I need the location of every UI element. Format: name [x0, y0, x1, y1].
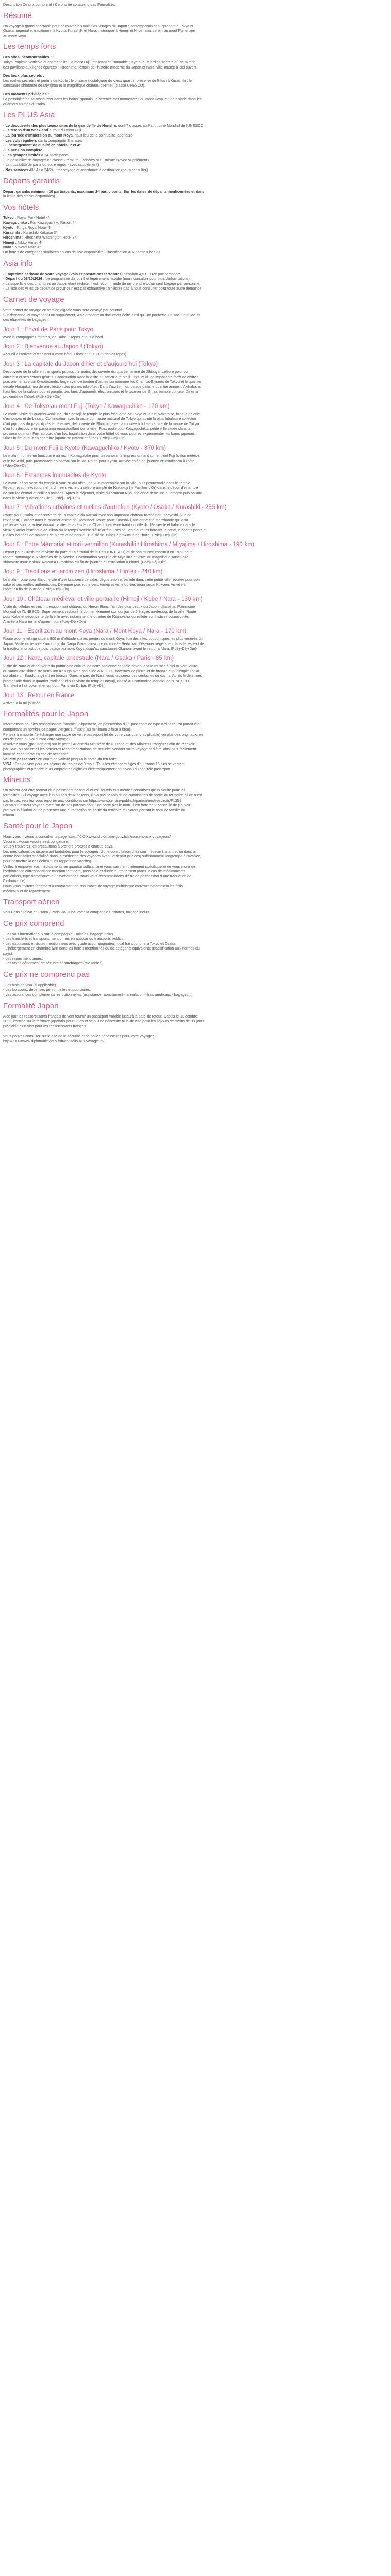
day-line: Le matin, montée en funiculaire au mont Komagatake pour un panorama impressionnant sur le mont Fuji (selon météo), [3, 453, 200, 459]
day-description [3, 513, 388, 537]
day-line: proximité de l'hôtel. (Pdéj+Déj+Dîn) [3, 394, 62, 399]
plus-asia-item: - L'hébergement de qualité en hôtels 3* et 4* [3, 143, 81, 148]
day-line: Mondial de l'UNESCO. Superbement restauré, il donne fièrement son donjon de 5 étages au-dessus de la ville. Route [3, 609, 197, 614]
day-line: (Pdéj+Déj+Dîn) [3, 463, 29, 468]
sante-line: pour permettre la cas échéant les rappels de vaccins). [3, 858, 92, 863]
header-text: Description Ce prix comprend / Ce prix ne comprend pas Formalités [3, 2, 115, 7]
mineurs-line: Lorsqu'un mineur voyage avec l'un de ses parents dont il ne porte pas le nom, il est fortement conseillé de pouvoir [3, 803, 191, 808]
temps-forts-line: La possibilité de se ressourcer dans les bains japonais, la sérénité des monastères du mont Koya et une balade dans les [3, 96, 202, 101]
hotel-item: Kurashiki : Kurashiki Kokusai 3* [3, 230, 58, 235]
day-line: saké et ses ruelles authentiques. Déjeuner puis route vers Himeji et visite du très beau jardin Kokoen. Arrivée à [3, 582, 186, 587]
passport-validity: Validité passeport : en cours de validité jusqu'à la sortie du territoire. [3, 756, 118, 761]
day-line: l'extérieur). Balade dans le quartier animé de Dotonbori. Route pour Kurashiki, ancienne cité marchande qui a su [3, 517, 188, 522]
day-description [3, 369, 388, 399]
resume-line: Un voyage à grand spectacle pour découvrir les multiples visages du Japon : contemporain et surprenant à Tokyo et [3, 23, 194, 28]
day-title: Jour 9 : Traditions et jardin zen (Hiroshima / Himeji - 240 km) [3, 568, 163, 575]
formalites-text [3, 722, 388, 771]
temps-forts-block [3, 73, 388, 88]
plus-asia-item: - Le découverte des plus beaux sites de la grande île de Honshu, dont 7 classés au Patrimoine Mondial de l'UNESCO [3, 123, 204, 128]
plus-asia-title: Les PLUS Asia [3, 110, 55, 120]
day-title: Jour 7 : Vibrations urbaines et ruelles d'autrefois (Kyoto / Osaka / Kurashiki - 255 km) [3, 504, 227, 511]
ce-prix-ne-comprend-item: - Les boissons, dépenses personnelles et pourboires. [3, 987, 91, 992]
temps-forts-block [3, 55, 388, 70]
formalites-line: Pensez à emporter/télécharger une copie de votre passeport (et de votre visa quand applicable) en plus des originaux, en [3, 732, 203, 737]
day-title: Jour 13 : Retour en France [3, 692, 74, 699]
ce-prix-ne-comprend-item: - Les assurances complémentaires optionnelles (assistance-rapatriement - annulation - frais médicaux - bagages...) [3, 992, 193, 997]
day-title: Jour 1 : Envol de Paris pour Tokyo [3, 326, 93, 333]
day-line: avec la compagnie Emirates, via Dubaï. Repas et nuit à bord. [3, 334, 104, 340]
day-line: Visite du célèbre et très impressionnant château du Héron Blanc, l'un des plus beaux du Japon, classé au Patrimoine [3, 604, 196, 609]
day-title: Jour 11 : Esprit zen au mont Koya (Nara / Mont Koya / Nara - 170 km) [3, 628, 187, 635]
page [0, 0, 391, 1043]
day-line: Le matin, route pour Saijo : visite d'une brasserie de saké, dégustation et balade dans cette petite ville réputée pour son [3, 577, 200, 582]
transport-line: Vols Paris / Tokyo et Osaka / Paris via Dubaï avec la compagnie Emirates, bagage inclus. [3, 910, 150, 915]
hotels-title: Vos hôtels [3, 202, 39, 212]
carnet-line: Sur demande, et moyennant un supplément, Asia propose un document édité ainsi qu'une pochette, un sac, un guide et [3, 312, 200, 317]
ce-prix-comprend-item: - Les taxes aériennes, de sécurité et surcharges (révisables). [3, 961, 104, 966]
sante-line: Vaccins : Aucun vaccin n'est obligatoire. [3, 839, 69, 844]
day-line: haut lieu de la culture pop et paradis des fans d'appareils électroniques et le quartier de Ginza, temple du luxe. Dîner à [3, 389, 198, 394]
formalite-japon-link[interactable]: http://XXXXwww.diplomatie.gouv.fr/fr/conseils-aux-voyageurs/ [3, 1038, 105, 1043]
asia-info-item: - La liste des villes de départ de province n'est pas exhaustive ; n'hésitez pas à nous consulter pour toute autre demande. [3, 286, 203, 291]
resume-line: Osaka, impérial et traditionnel à Kyoto, Kurashiki et Nara, historique à Himeji et Hiroshima, serein au mont Fuji et zen [3, 28, 196, 33]
day-line: ruelles bordées de maisons de pierre et de bois du 19e siècle. Dîner à proximité de l'hôtel. (Pdéj+Déj+Dîn) [3, 532, 178, 537]
day-description [3, 577, 388, 592]
ce-prix-comprend-item: - Les transferts et transports mentionnés en autocar ou transports publics. [3, 936, 125, 941]
plus-asia-item: - Le temps d'un week-end autour du mont Fuji [3, 128, 82, 133]
day-title: Jour 8 : Entre Mémorial et torii vermillon (Kurashiki / Hiroshima / Miyajima / Hiroshima - 190 km) [3, 541, 254, 548]
day-line: carrefour et ses écrans géants. Continuation avec la visite du sanctuaire Meiji-Jingu et d'une imposante forêt de cèdres [3, 374, 199, 379]
visa-info-line: photographier et prendre leurs empreintes digitales électroniquement au niveau du contrôle passeport. [3, 766, 172, 771]
day-line: vieux quartier historique de Bikan où le temps semble s'être arrêté : ses saules pleureurs bordant le canal, élégants ponts et [3, 528, 207, 532]
resume-line: au mont Koya. [3, 33, 27, 38]
mineurs-line: prouver la filiation ou de présenter une autorisation de sortie du territoire du parent portant le nom de famille du [3, 807, 185, 812]
ce-prix-comprend-item: - Les repas mentionnés. [3, 956, 43, 961]
day-line: la tradition monastique puis balade au mont Koya jusqu'au sanctuaire Okunoin avant le retour à Nara. (Pdéj+Déj+Dîn) [3, 646, 197, 651]
day-line: d'échoppes et de bazars. Continuation avec la visite du musée national de Tokyo qui abrite la plus fabuleuse collection [3, 416, 198, 421]
day-line: Dîner buffet et nuit en chambre japonaise (tatami et futon). (Pdéj+Déj+Dîn) [3, 436, 126, 441]
carnet-text [3, 308, 388, 323]
day-line: province du mont Fuji, au bord d'un lac. Installation dans votre hôtel où vous pourrez expérimenter les bains japonais. [3, 431, 196, 436]
header-breadcrumb [3, 2, 388, 7]
hotel-item: Tokyo : Royal Park Hotel 4* [3, 215, 50, 220]
departs-text [3, 189, 388, 199]
plus-asia-item: - La possibilité de partir du votre région (avec supplément) [3, 162, 99, 167]
plus-asia-item: - Les vols réguliers sur la compagnie Emirates [3, 138, 82, 143]
mineurs-text [3, 788, 388, 818]
sante-line: médicaux et de rapatriement. [3, 888, 52, 893]
temps-forts-line: des pavillons aux lignes épurées ; Hiroshima, témoin de l'histoire moderne du Japon et Nara, ville musée à ciel ouvert. [3, 64, 198, 70]
ce-prix-comprend-item: - Les vols internationaux sur la compagnie Emirates, bagage inclus. [3, 931, 115, 936]
departs-title: Départs garantis [3, 176, 60, 185]
day-title: Jour 4 : De Tokyo au mont Fuji (Tokyo / Kawaguchiko - 170 km) [3, 403, 170, 410]
hotels-note: Ou hôtels de catégories similaires en cas de non disponibilité. Classification aux normes locales. [3, 250, 161, 255]
formalites-line: cas de perte ou vol durant votre voyage. [3, 737, 70, 742]
day-line: d'art japonais du pays. Après le déjeuner, découverte de Shinjuku avec la montée à l'observatoire de la mairie de Tokyo [3, 421, 199, 426]
mineurs-title: Mineurs [3, 775, 31, 785]
ce-prix-comprend-item: - Les excursions et visites mentionnées avec guide accompagnateur local francophone à Tokyo et Osaka. [3, 941, 176, 946]
formalite-japon-line: Vous pouvez consulter sur le site de la sécurité et de police nécessaires pour votre voyage : [3, 1033, 154, 1038]
plus-asia-list [3, 123, 388, 173]
day-description [3, 636, 388, 651]
day-description [3, 481, 388, 500]
sante-line: Les médications ou dispensant bodolides pour le voyageur d'une consultation chez son médecin traitant et/ou dans un [3, 849, 198, 854]
day-description [3, 604, 388, 624]
formalites-line: localisé et contacté en cas de nécessité. [3, 752, 70, 757]
plus-asia-item: - La possibilité de voyager en classe Premium Economy sur Emirates (avec supplément) [3, 157, 149, 162]
formalite-japon-line: préalable d'un visa pour les ressortissants français. [3, 1023, 87, 1028]
temps-forts-label: Des sites incontournables : [3, 55, 52, 60]
sante-title: Santé pour le Japon [3, 821, 73, 831]
day-line: et le lac Ashi, puis promenade en bateau sur le lac. Route pour Kyoto. Arrivée en fin de journée et installation à l'hôtel. [3, 458, 197, 463]
day-line: Le matin, découverte du temple Kiyomizu qui offre une vue imprenable sur la ville, puis promenade dans le temple [3, 480, 191, 485]
resume-title: Résumé [3, 11, 32, 20]
day-line: préserver son caractère durant : visite de la résidence Ohashi, demeure traditionnelle du 18e siècle et balade dans le [3, 522, 196, 528]
day-line: décalé Harajuku, lieu de prédilection des jeunes tokyoïtes. Dans l'après-midi, balade dans le quartier animé d'Akihabara, [3, 384, 201, 389]
day-title: Jour 12 : Nara, capitale ancestrale (Nara / Osaka / Paris - 85 km) [3, 655, 174, 662]
carnet-line: Votre carnet de voyage en version digitale vous sera envoyé par courriel. [3, 307, 123, 312]
temps-forts-line: Les ruelles secrètes et jardins de Kyoto ; le charme nostalgique du vieux quartier préservé de Bikan à Kurashiki ; le [3, 78, 192, 83]
ce-prix-comprend-item: - L'hébergement en chambre twin dans les hôtels mentionnés ou de catégorie équivalente (classification aux normes du [3, 946, 200, 951]
day-line: Le matin, visite du quartier Asakusa, du Sensoji, le temple le plus fréquenté de Tokyo et la rue Nakamise, longue galerie [3, 411, 200, 416]
sante-line: Vous y trouverez les précautions à prendre propres à chaque pays. [3, 844, 113, 849]
sante-line: Veillez à emporter vos médicaments en quantité suffisante et vous saisir en traitement spécifique et de vous munir de [3, 863, 196, 869]
temps-forts-line: Tokyo, capitale verticale et cosmopolite ; le mont Fuji, imposant et immuable ; Kyoto, aux jardins secrets où se mirent [3, 59, 195, 64]
hotel-item: Kyoto : Rihga Royal Hotel 4* [3, 225, 52, 230]
day-line: du sanctuaire shintoïste vermillon Kasuga avec son allée aux 3 000 lanternes de pierre et de bronze et du temple Todaiji, [3, 668, 202, 673]
asia-info-title: Asia info [3, 259, 33, 268]
day-line: Route pour Osaka et découverte de la capitale du Kansai avec son imposant château fortifié par Hideyoshi (vue de [3, 513, 192, 518]
day-line: dans le vieux quartier de Gion. (Pdéj+Déj+Dîn) [3, 495, 80, 500]
temps-forts-label: Des lieux plus secrets : [3, 73, 44, 78]
asia-info-item: - Départ du 03/10/2026 : Le programme du jour 9 et légèrement modifié (nous consulter pour plus d'informations). [3, 276, 191, 281]
temps-forts-title: Les temps forts [3, 42, 56, 52]
hotel-item: Kawaguchiko : Fuji Kawaguchiko Resort 4* [3, 220, 76, 225]
sante-line: l'ordonnance). [3, 878, 27, 884]
day-line: rendre hommage aux victimes de la bombe. Continuation vers l'île de Miyajima et visite du magnifique sanctuaire [3, 554, 189, 560]
departs-line: Départ garantis minimum 10 participants, maximum 24 participants. Sur les dates de départs mentionnées et dans [3, 189, 205, 194]
plus-asia-item: - La journée d'immersion au mont Koya, haut lieu de la spiritualité japonaise [3, 132, 133, 138]
day-description [3, 352, 388, 357]
day-line: Arrivée à Nara en fin d'après-midi. (Pdéj+Déj+Dîn) [3, 619, 86, 624]
sante-text [3, 834, 388, 893]
visa-info: VISA : Pas de visa pour les séjours de moins de 3 mois. Tous les étrangers âgés d'au moins 16 ans se verront [3, 761, 185, 767]
temps-forts-line: quartiers animés d'Osaka. [3, 101, 46, 107]
temps-forts-block [3, 92, 388, 107]
day-description [3, 664, 388, 688]
day-line: shintoïste Itsukushima. Retour à Hiroshima en fin de journée et installation à l'hôtel. (Pdéj+Déj+Dîn) [3, 560, 167, 565]
ce-prix-comprend-item: pays). [3, 951, 13, 956]
formalites-line: par SMS ou par email les dernières recommandations de sécurité pendant votre voyage et d'être ainsi plus facilement [3, 747, 197, 752]
day-line: Accueil à l'arrivée et transfert à votre hôtel. Dîner et nuit. (Dîn panier repas) [3, 352, 127, 357]
day-title: Jour 2 : Bienvenue au Japon ! (Tokyo) [3, 344, 103, 350]
ce-prix-ne-comprend-title: Ce prix ne comprend pas [3, 970, 90, 979]
formalites-title: Formalités pour le Japon [3, 709, 89, 719]
formalites-line: Inscrivez-vous (gratuitement) sur le portail Ariane du Ministère de l'Europe et des Affaires Etrangères afin de recevoir [3, 741, 195, 747]
day-line: l'hôtel en fin de journée. (Pdéj+Déj+Dîn) [3, 587, 69, 592]
departs-line: la limite des stocks disponibles) [3, 194, 55, 199]
sante-line: centre hospitalier spécialisé dans la médecine des voyages avant le départ (y/c ces) suffisamment longtemps à l'avance, [3, 854, 201, 859]
day-title: Jour 10 : Château médiéval et ville portuaire (Himeji / Kobe / Nara - 130 km) [3, 596, 203, 602]
formalite-japon-line [3, 1028, 388, 1033]
formalite-japon-line: 2022, l'entrée sur le territoire japonais pour un court séjour ne nécessite plus de visa pour les séjours de moins de 90 jours [3, 1019, 204, 1024]
day-line: Visite de Nara et découverte du patrimoine culturel de cette ancienne capitale devenue ville-musée à ciel ouvert. Visite [3, 663, 198, 668]
formalites-line: Informations pour les ressortissants français uniquement, en possession d'un passeport de type ordinaire, en parfait état, [3, 722, 202, 727]
carnet-title: Carnet de voyage [3, 295, 64, 304]
sante-line: l'ordonnance correspondante mentionnant nom, posologie et durée du traitement (dans le cas de médicaments [3, 869, 185, 874]
day-line: Arrivée à la mi-journée. [3, 700, 42, 705]
day-description [3, 335, 388, 340]
transport-text [3, 910, 388, 915]
day-description [3, 453, 388, 468]
ce-prix-ne-comprend-item: - Les frais de visa (si applicable) [3, 982, 56, 987]
ce-prix-ne-comprend-list [3, 982, 388, 997]
day-description [3, 550, 388, 565]
mineurs-line: mineur. [3, 812, 15, 818]
asia-info-item: - Empreinte carbone de votre voyage (vols et prestations terrestres) : environ 4,5 t CO2e par personne. [3, 271, 181, 276]
day-title: Jour 3 : La capitale du Japon d'hier et d'aujourd'hui (Tokyo) [3, 361, 158, 367]
temps-forts-label: Des moments privilégiés : [3, 91, 50, 96]
day-line: qui abrite un Bouddha géant en bronze. Dans le parc de Nara, vous croiserez des centaines de daims. Après le déjeuner, [3, 673, 202, 679]
formalite-japon-title: Formalité Japon [3, 1001, 59, 1010]
transport-title: Transport aérien [3, 897, 60, 907]
day-line: Route pour le village situé à 900 m d'altitude sur les pentes du mont Koya, l'un des sites bouddhiques les plus vénérés du [3, 636, 203, 641]
day-line: d'où l'on découvre un panorama époustouflant sur la ville. Puis, route pour Kawaguchiko, petite ville située dans la [3, 426, 191, 431]
day-line: de son lac central et collines boisées. Après le déjeuner, visite du château Nijo, ancienne demeure du dragon puis balade [3, 490, 202, 496]
formalite-japon-text [3, 1014, 388, 1044]
sante-line: particuliers, type narcotiques ou psychotropes, nous vous recommandons d'être en possession d'une traduction de [3, 873, 192, 878]
day-description [3, 412, 388, 442]
day-line: Départ pour Hiroshima et visite du parc du Mémorial de la Paix (UNESCO) et de son musée construit en 1960 pour [3, 550, 192, 555]
day-description [3, 701, 388, 706]
day-line: Transfert à l'aéroport et envol pour Paris via Dubaï. (Pdéj+Déj) [3, 683, 106, 688]
asia-info-list [3, 272, 388, 291]
formalite-japon-line: A ce jour les ressortissants français doivent fournir un passeport valable jusqu'à la date de retour. Depuis le 13 octobre [3, 1013, 198, 1019]
day-line: promenade dans le quartier traditionnel puis visite du temple Horyuji, classé au Patrimoine Mondial de l'UNESCO. [3, 678, 190, 683]
ce-prix-comprend-title: Ce prix comprend [3, 919, 64, 928]
itinerary [3, 326, 388, 706]
plus-asia-item: - Nos services Allô Asia 24/24 infos voyage et assistance à destination (nous consulter) [3, 167, 148, 173]
day-line: Ryoanji et son exceptionnel jardin zen. Visite du célèbre temple de Kinkakuji (le Pavillon d'Or) dans le décor d'estampe [3, 485, 198, 490]
plus-asia-item: - Les groupes limités à 24 participants [3, 152, 69, 158]
hotel-item: Nara : Novotel Nara 4* [3, 245, 41, 250]
sante-link[interactable]: Nous vous invitons à consulter la page https://XXXXwww.diplomatie.gouv.fr/fr/conseils-aux-voyageurs/ [3, 834, 171, 839]
hotels-list [3, 215, 388, 255]
temps-forts-line: sanctuaire shintoïste de Miyajima et le magnifique château d'Himeji (classé UNESCO). [3, 83, 145, 88]
asia-info-item: - La superficie des chambres au Japon étant réduite, il est recommandé de ne prendre qu'un seul bagage par personne. [3, 281, 201, 286]
day-line: puis promenade sur Omotesando, large avenue bordée d'arbres surnommée les Champs-Elysées de Tokyo et le quartier [3, 379, 202, 384]
day-line: Japon. Visite du temple Kongobuji, du Danjo Garan ainsi que du musée Reihokan. Déjeuner végétarien dans le respect de [3, 641, 204, 646]
resume-text [3, 24, 388, 39]
hotel-item: Hiroshima : Hiroshima Washington Hotel 3* [3, 235, 76, 240]
hotel-item: Himeji : Nikko Himeji 4* [3, 240, 43, 245]
plus-asia-item: - La pension complète [3, 147, 42, 152]
day-line: pour Kobe et découverte de la ville avec notamment le quartier de Kitano-cho qui reflète son histoire cosmopolite. [3, 614, 189, 619]
sante-line: Nous vous invitons fortement à contracter une assurance de voyage multirisque couvrant notamment les frais [3, 883, 183, 888]
carnet-line: des étiquettes de bagages. [3, 317, 48, 323]
ce-prix-comprend-list [3, 931, 388, 966]
day-line: Découverte de la ville en transports publics : le matin, découverte du quartier animé de Shibuya, célèbre pour son [3, 369, 190, 374]
mineurs-line: formalités. S'il voyage avec l'un ou ses deux parents, il n'a pas besoin d'une autorisation de sortie du territoire. Si ce n'est [3, 793, 202, 798]
mineurs-line: Un mineur doit être porteur d'un passeport individuel et est soumis aux mêmes conditions qu'un adulte pour les [3, 788, 186, 793]
day-title: Jour 6 : Estampes immuables de Kyoto [3, 472, 107, 479]
mineurs-link[interactable]: pas le cas, veuillez vous reporter aux conditions sur https://www.service-public.fr/particuliers/vosdroits/F1359 [3, 798, 182, 803]
formalites-line: comportant un nombre de pages vierges suffisant (au minimum 2 face à face). [3, 727, 132, 732]
day-title: Jour 5 : Du mont Fuji à Kyoto (Kawaguchiko / Kyoto - 370 km) [3, 445, 166, 452]
